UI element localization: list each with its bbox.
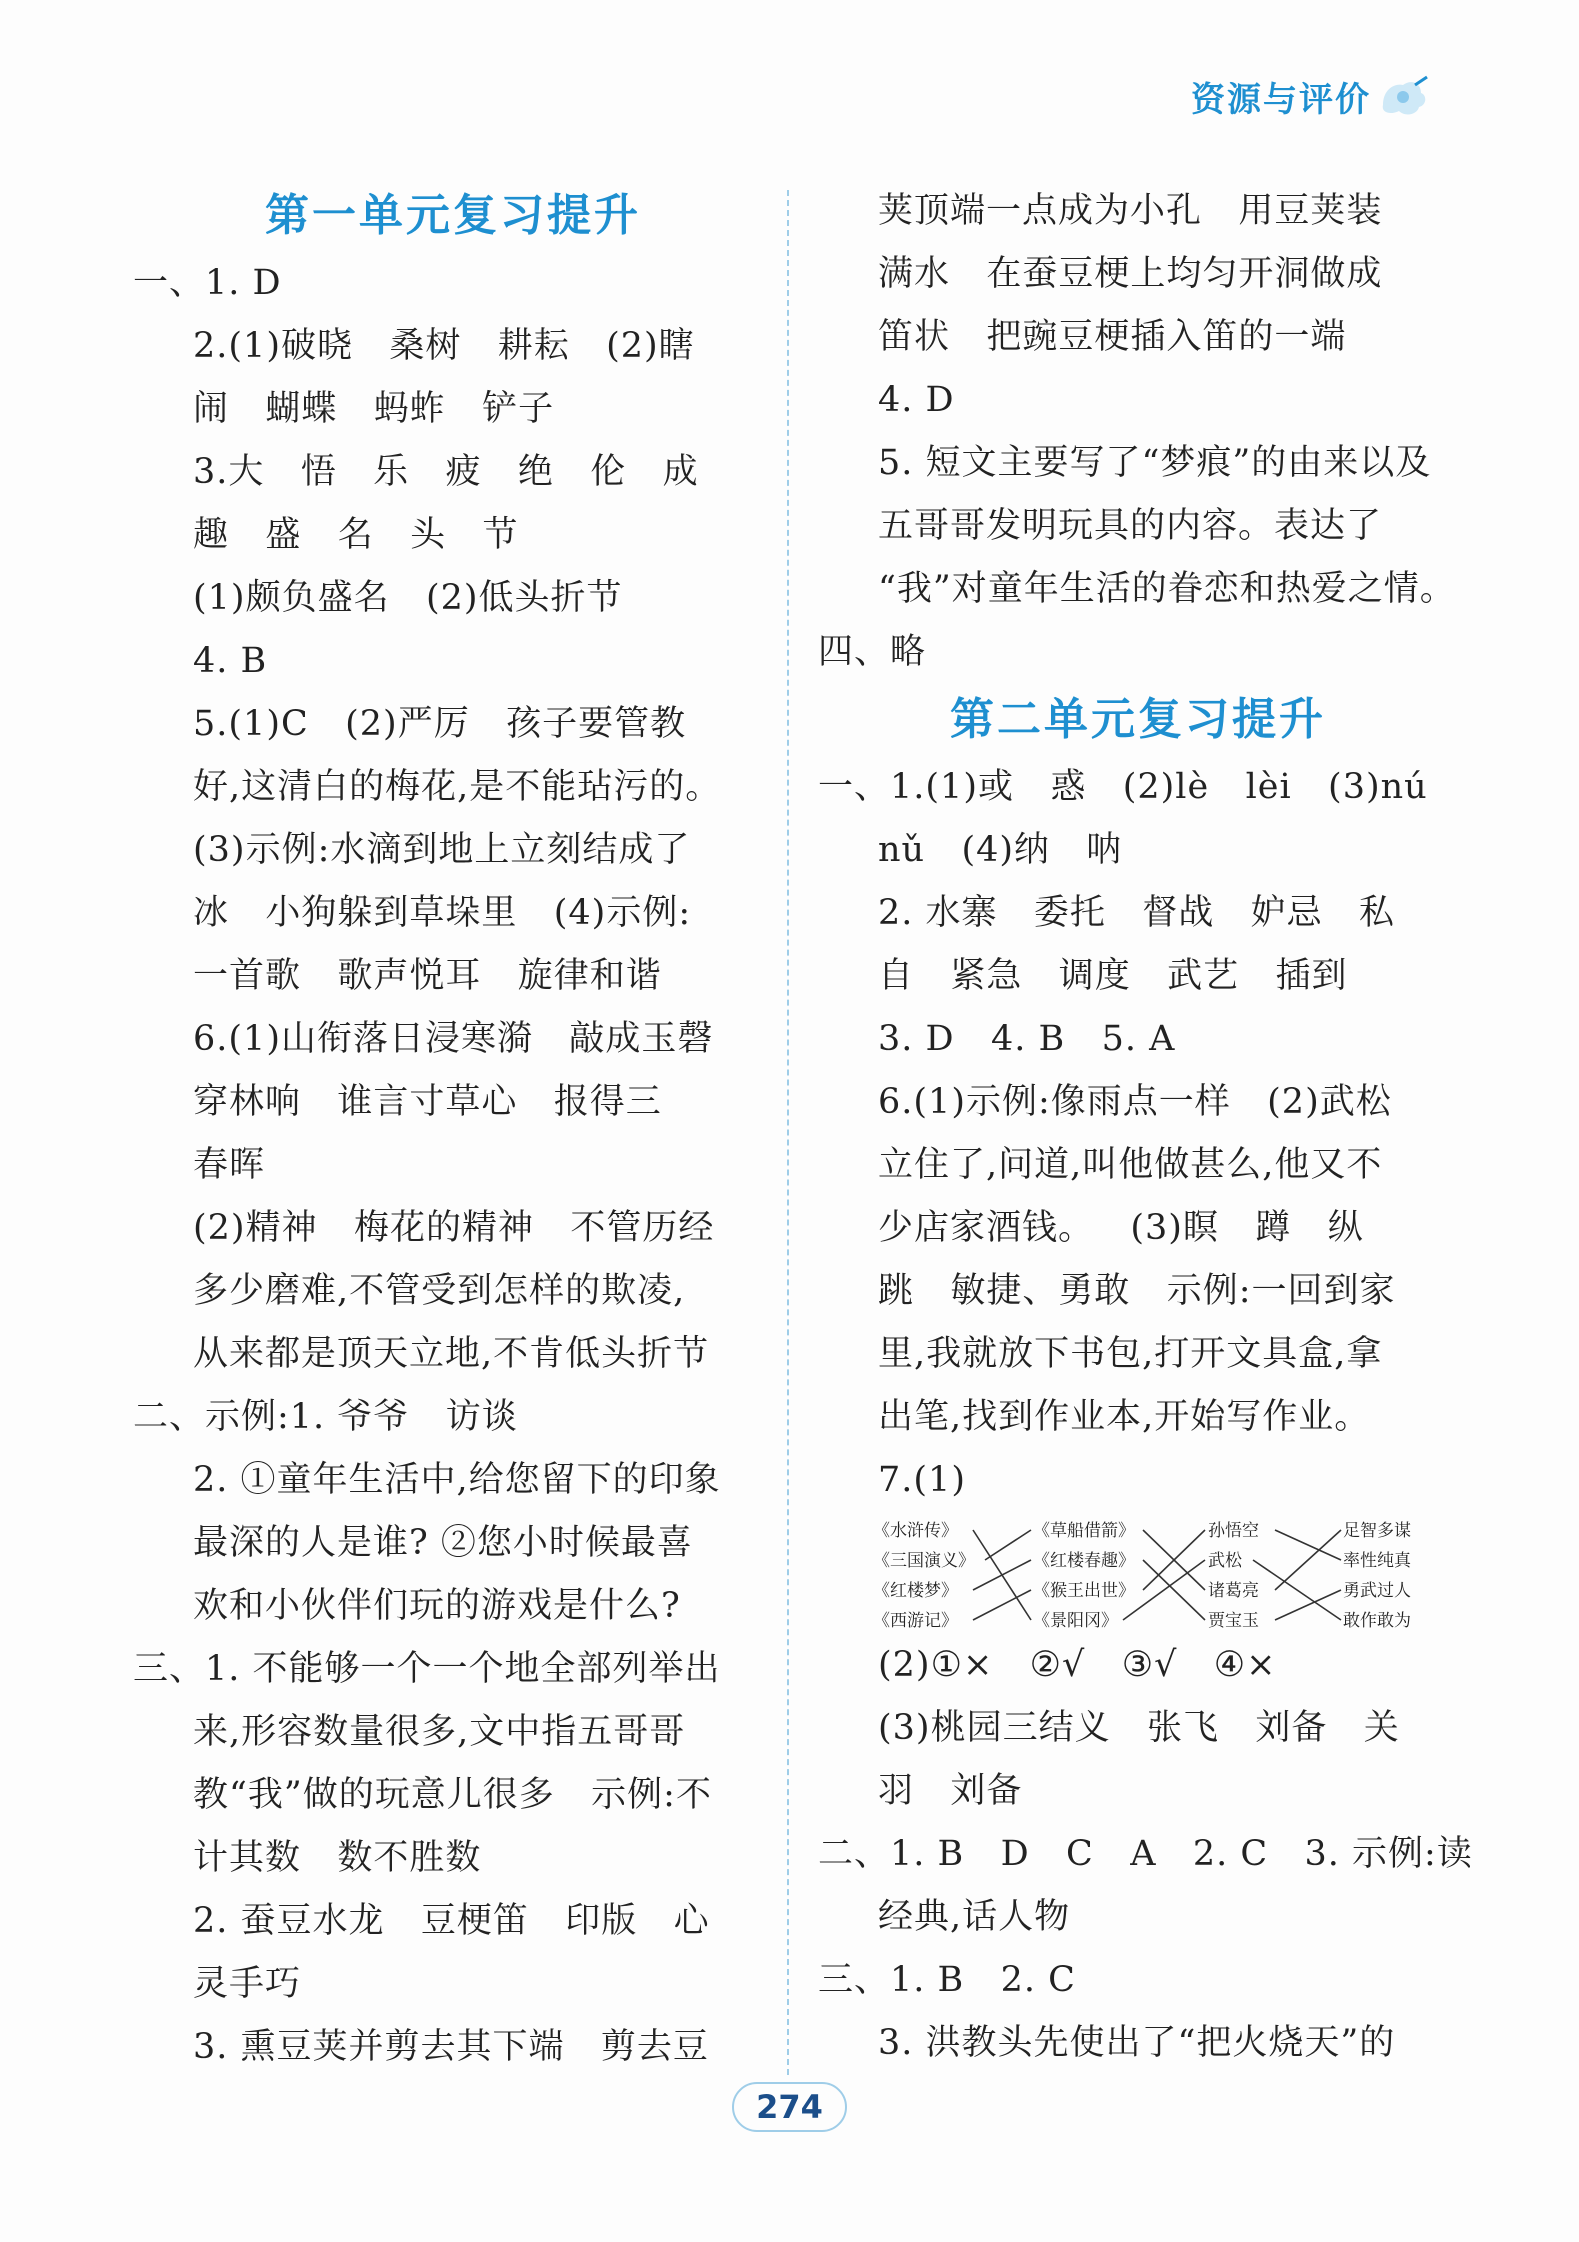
answer-line: “我”对童年生活的眷恋和热爱之情。 [878, 569, 1456, 609]
answer-line: 来,形容数量很多,文中指五哥哥 [193, 1712, 686, 1752]
answer-line: 二、1. B D C A 2. C 3. 示例:读 [818, 1834, 1473, 1874]
answer-line: (2)①× ②√ ③√ ④× [878, 1645, 1277, 1685]
story-2: 《红楼春趣》 [1033, 1551, 1135, 1571]
answer-line: 跳 敏捷、勇敢 示例:一回到家 [878, 1271, 1396, 1311]
answer-line: 二、示例:1. 爷爷 访谈 [133, 1397, 518, 1437]
unit1-title: 第一单元复习提升 [265, 190, 641, 241]
answer-line: 计其数 数不胜数 [193, 1838, 482, 1878]
trait-4: 敢作敢为 [1343, 1611, 1411, 1631]
right-top-lines [818, 180, 1458, 684]
answer-line: 3. 熏豆荚并剪去其下端 剪去豆 [193, 2027, 709, 2067]
column-divider [787, 190, 789, 2075]
answer-line: 四、略 [818, 632, 927, 672]
answer-line: 一、1. D [133, 263, 282, 303]
answer-line: nǔ (4)纳 呐 [878, 830, 1123, 870]
brand-logo-icon [1377, 75, 1429, 119]
character-3: 诸葛亮 [1208, 1581, 1259, 1601]
matching-svg [873, 1512, 1463, 1634]
right-middle-lines [818, 756, 1458, 1512]
answer-line: 4. D [878, 380, 955, 420]
character-4: 贾宝玉 [1208, 1611, 1259, 1631]
answer-line: 荚顶端一点成为小孔 用豆荚装 [878, 191, 1383, 231]
match-line-char3-trait1 [1275, 1530, 1341, 1590]
answer-line: 穿林响 谁言寸草心 报得三 [193, 1082, 662, 1122]
answer-line: 灵手巧 [193, 1964, 302, 2004]
answer-line: 4. B [193, 641, 268, 681]
character-2: 武松 [1208, 1551, 1242, 1571]
answer-line: (2)精神 梅花的精神 不管历经 [193, 1208, 715, 1248]
answer-line: 一、1.(1)或 惑 (2)lè lèi (3)nú [818, 767, 1428, 807]
answer-line: 2.(1)破晓 桑树 耕耘 (2)瞎 [193, 326, 695, 366]
character-1: 孙悟空 [1208, 1521, 1259, 1541]
answer-line: 一首歌 歌声悦耳 旋律和谐 [193, 956, 662, 996]
trait-3: 勇武过人 [1343, 1581, 1411, 1601]
answer-line: 里,我就放下书包,打开文具盒,拿 [878, 1334, 1383, 1374]
answer-line: 2. 水寨 委托 督战 妒忌 私 [878, 893, 1396, 933]
answer-line: 三、1. B 2. C [818, 1960, 1076, 2000]
answer-line: 春晖 [193, 1145, 266, 1185]
answer-line: 2. 蚕豆水龙 豆梗笛 印版 心 [193, 1901, 710, 1941]
right-bottom-lines [818, 1634, 1473, 2075]
unit2-title: 第二单元复习提升 [950, 694, 1326, 745]
answer-line: 好,这清白的梅花,是不能玷污的。 [193, 767, 722, 807]
book-2: 《三国演义》 [873, 1551, 975, 1571]
brand-text: 资源与评价 [1191, 80, 1371, 120]
answer-line: 出笔,找到作业本,开始写作业。 [878, 1397, 1371, 1437]
page-number: 274 [732, 2082, 847, 2132]
answer-line: 闹 蝴蝶 蚂蚱 铲子 [193, 389, 555, 429]
answer-line: (3)桃园三结义 张飞 刘备 关 [878, 1708, 1400, 1748]
left-answer-lines [133, 252, 773, 2079]
match-line-book4-story3 [973, 1590, 1031, 1620]
answer-line: 五哥哥发明玩具的内容。表达了 [878, 506, 1383, 546]
answer-line: 教“我”做的玩意儿很多 示例:不 [193, 1775, 712, 1815]
story-4: 《景阳冈》 [1033, 1611, 1118, 1631]
answer-line: 羽 刘备 [878, 1771, 1023, 1811]
answer-line: 3.大 悟 乐 疲 绝 伦 成 [193, 452, 699, 492]
answer-line: (1)颇负盛名 (2)低头折节 [193, 578, 623, 618]
brand-header [1191, 72, 1429, 121]
answer-line: 欢和小伙伴们玩的游戏是什么? [193, 1586, 681, 1626]
book-1: 《水浒传》 [873, 1521, 958, 1541]
answer-line: 冰 小狗躲到草垛里 (4)示例: [193, 893, 692, 933]
answer-line: 从来都是顶天立地,不肯低头折节 [193, 1334, 710, 1374]
answer-line: 自 紧急 调度 武艺 插到 [878, 956, 1348, 996]
matching-diagram [873, 1512, 1458, 1634]
answer-line: 笛状 把豌豆梗插入笛的一端 [878, 317, 1347, 357]
answer-line: 最深的人是谁? ②您小时候最喜 [193, 1523, 693, 1563]
story-1: 《草船借箭》 [1033, 1521, 1135, 1541]
match-line-book3-story2 [973, 1560, 1031, 1590]
story-3: 《猴王出世》 [1033, 1581, 1135, 1601]
answer-line: 6.(1)示例:像雨点一样 (2)武松 [878, 1082, 1392, 1122]
book-4: 《西游记》 [873, 1611, 958, 1631]
answer-line: 经典,话人物 [878, 1897, 1071, 1937]
trait-1: 足智多谋 [1343, 1521, 1411, 1541]
answer-line: 趣 盛 名 头 节 [193, 515, 519, 555]
answer-line: 5. 短文主要写了“梦痕”的由来以及 [878, 443, 1432, 483]
right-column [818, 180, 1473, 2075]
trait-2: 率性纯真 [1343, 1551, 1411, 1571]
answer-line: 3. 洪教头先使出了“把火烧天”的 [878, 2023, 1396, 2063]
match-line-char4-trait3 [1275, 1590, 1341, 1620]
match-line-char1-trait2 [1275, 1530, 1341, 1560]
answer-line: (3)示例:水滴到地上立刻结成了 [193, 830, 691, 870]
answer-line: 多少磨难,不管受到怎样的欺凌, [193, 1271, 686, 1311]
answer-line: 少店家酒钱。 (3)瞑 蹲 纵 [878, 1208, 1364, 1248]
answer-line: 2. ①童年生活中,给您留下的印象 [193, 1460, 721, 1500]
answer-line: 立住了,问道,叫他做甚么,他又不 [878, 1145, 1383, 1185]
answer-line: 5.(1)C (2)严厉 孩子要管教 [193, 704, 687, 744]
answer-line: 7.(1) [878, 1460, 966, 1500]
answer-line: 满水 在蚕豆梗上均匀开洞做成 [878, 254, 1383, 294]
page-number-container [0, 2082, 1579, 2132]
answer-line: 6.(1)山衔落日浸寒漪 敲成玉磬 [193, 1019, 714, 1059]
answer-line: 3. D 4. B 5. A [878, 1019, 1176, 1059]
answer-line: 三、1. 不能够一个一个地全部列举出 [133, 1649, 721, 1689]
book-3: 《红楼梦》 [873, 1581, 958, 1601]
left-column [133, 180, 773, 2079]
match-line-story2-char4 [1143, 1560, 1205, 1620]
match-line-book2-story1 [985, 1530, 1031, 1560]
